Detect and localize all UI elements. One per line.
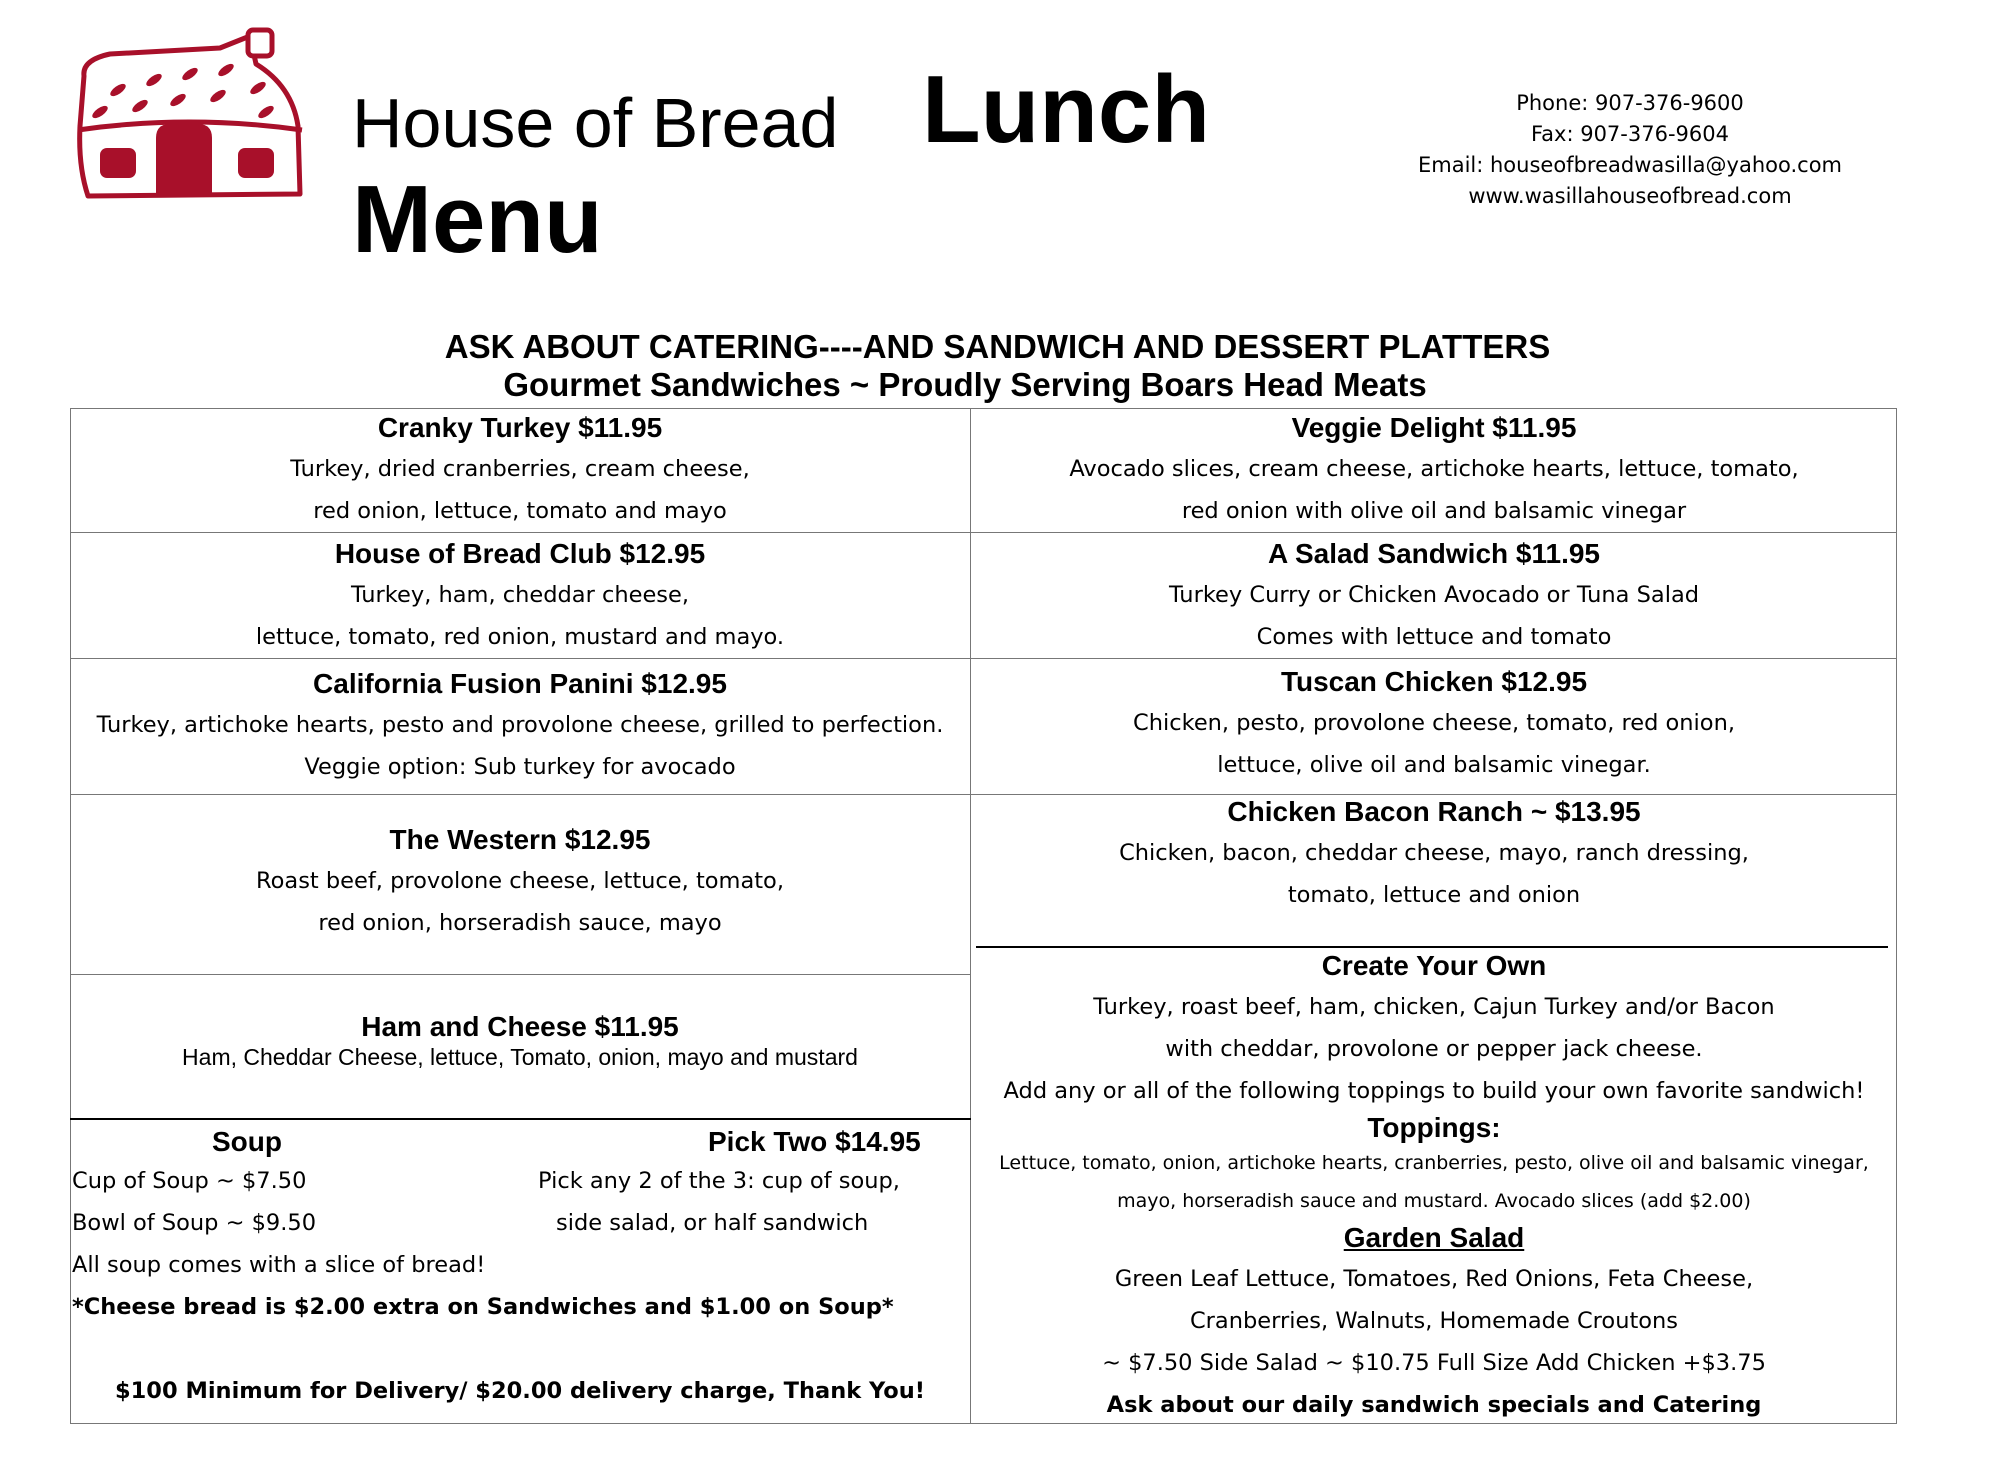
bowl-of-soup-price: Bowl of Soup ~ $9.50 bbox=[72, 1210, 317, 1236]
item-description: Ham, Cheddar Cheese, lettuce, Tomato, onion, mayo and mustard bbox=[182, 1044, 858, 1070]
row-divider bbox=[971, 658, 1897, 659]
catering-banner: ASK ABOUT CATERING----AND SANDWICH AND DESSERT PLATTERS bbox=[444, 328, 1551, 365]
item-description: Turkey, artichoke hearts, pesto and provolone cheese, grilled to perfection. bbox=[96, 712, 944, 738]
delivery-note: $100 Minimum for Delivery/ $20.00 delivery charge, Thank You! bbox=[115, 1378, 925, 1404]
row-divider bbox=[70, 974, 971, 975]
create-your-own-line: Turkey, roast beef, ham, chicken, Cajun Turkey and/or Bacon bbox=[1093, 994, 1775, 1020]
item-description: Avocado slices, cream cheese, artichoke hearts, lettuce, tomato, bbox=[1069, 456, 1799, 482]
website-url: www.wasillahouseofbread.com bbox=[1468, 184, 1792, 208]
item-title: The Western $12.95 bbox=[389, 824, 651, 855]
toppings-list: mayo, horseradish sauce and mustard. Avocado slices (add $2.00) bbox=[1117, 1190, 1751, 1212]
toppings-title: Toppings: bbox=[1367, 1112, 1501, 1143]
toppings-list: Lettuce, tomato, onion, artichoke hearts, cranberries, pesto, olive oil and balsamic vinegar, bbox=[999, 1152, 1869, 1174]
menu-item bbox=[971, 412, 1897, 532]
item-title: Chicken Bacon Ranch ~ $13.95 bbox=[1227, 796, 1641, 827]
cup-of-soup-price: Cup of Soup ~ $7.50 bbox=[72, 1168, 307, 1194]
menu-item bbox=[971, 796, 1897, 916]
menu-item bbox=[70, 824, 970, 944]
pick-two-description: side salad, or half sandwich bbox=[556, 1210, 869, 1236]
item-description: Roast beef, provolone cheese, lettuce, tomato, bbox=[256, 868, 784, 894]
create-your-own-title: Create Your Own bbox=[1321, 950, 1547, 981]
item-description: tomato, lettuce and onion bbox=[1287, 882, 1581, 908]
item-description: red onion, horseradish sauce, mayo bbox=[318, 910, 722, 936]
item-description: Chicken, bacon, cheddar cheese, mayo, ranch dressing, bbox=[1119, 840, 1749, 866]
item-description: Turkey, ham, cheddar cheese, bbox=[350, 582, 690, 608]
pick-two-description: Pick any 2 of the 3: cup of soup, bbox=[538, 1168, 900, 1194]
menu-item bbox=[70, 1011, 970, 1071]
menu-item bbox=[971, 538, 1897, 658]
item-title: Veggie Delight $11.95 bbox=[1291, 412, 1577, 443]
menu-item bbox=[971, 666, 1897, 786]
fax-number: Fax: 907-376-9604 bbox=[1531, 122, 1729, 146]
brand-name: House of Bread bbox=[352, 84, 839, 162]
soup-title: Soup bbox=[212, 1126, 282, 1157]
cheese-bread-note: *Cheese bread is $2.00 extra on Sandwiches and $1.00 on Soup* bbox=[72, 1294, 894, 1320]
garden-salad-section bbox=[971, 1222, 1897, 1426]
create-your-own-section bbox=[971, 950, 1897, 1220]
row-divider bbox=[70, 658, 971, 659]
create-your-own-line: Add any or all of the following toppings to build your own favorite sandwich! bbox=[1003, 1078, 1865, 1104]
garden-salad-line: Cranberries, Walnuts, Homemade Croutons bbox=[1189, 1308, 1679, 1334]
item-title: Cranky Turkey $11.95 bbox=[377, 412, 663, 443]
house-of-bread-logo-icon bbox=[70, 26, 306, 210]
row-divider bbox=[976, 946, 1888, 948]
menu-item bbox=[70, 668, 970, 788]
contact-info bbox=[1410, 88, 1850, 212]
item-description: Veggie option: Sub turkey for avocado bbox=[304, 754, 736, 780]
garden-salad-line: Green Leaf Lettuce, Tomatoes, Red Onions, Feta Cheese, bbox=[1114, 1266, 1754, 1292]
item-description: Turkey Curry or Chicken Avocado or Tuna Salad bbox=[1168, 582, 1700, 608]
item-title: Tuscan Chicken $12.95 bbox=[1280, 666, 1588, 697]
title-menu: Menu bbox=[352, 166, 603, 273]
row-divider bbox=[70, 1118, 971, 1120]
create-your-own-line: with cheddar, provolone or pepper jack cheese. bbox=[1165, 1036, 1703, 1062]
soup-note: All soup comes with a slice of bread! bbox=[72, 1252, 486, 1278]
item-title: Ham and Cheese $11.95 bbox=[361, 1011, 679, 1042]
title-lunch: Lunch bbox=[922, 56, 1210, 163]
pick-two-title: Pick Two $14.95 bbox=[708, 1126, 921, 1157]
email-address: Email: houseofbreadwasilla@yahoo.com bbox=[1417, 153, 1843, 177]
item-description: lettuce, tomato, red onion, mustard and mayo. bbox=[255, 624, 785, 650]
item-description: Turkey, dried cranberries, cream cheese, bbox=[290, 456, 750, 482]
item-description: lettuce, olive oil and balsamic vinegar. bbox=[1217, 752, 1651, 778]
item-description: Chicken, pesto, provolone cheese, tomato, red onion, bbox=[1133, 710, 1735, 736]
item-title: California Fusion Panini $12.95 bbox=[313, 668, 727, 699]
row-divider bbox=[971, 794, 1897, 795]
item-description: red onion with olive oil and balsamic vinegar bbox=[1181, 498, 1687, 524]
gourmet-banner: Gourmet Sandwiches ~ Proudly Serving Boars Head Meats bbox=[503, 366, 1427, 403]
item-description: red onion, lettuce, tomato and mayo bbox=[313, 498, 727, 524]
row-divider bbox=[70, 794, 971, 795]
phone-number: Phone: 907-376-9600 bbox=[1516, 91, 1744, 115]
item-title: A Salad Sandwich $11.95 bbox=[1267, 538, 1600, 569]
item-description: Comes with lettuce and tomato bbox=[1256, 624, 1612, 650]
garden-salad-title: Garden Salad bbox=[1343, 1222, 1525, 1253]
garden-salad-prices: ~ $7.50 Side Salad ~ $10.75 Full Size Add Chicken +$3.75 bbox=[1102, 1350, 1766, 1376]
menu-item bbox=[70, 538, 970, 658]
daily-specials-note: Ask about our daily sandwich specials and Catering bbox=[1106, 1392, 1762, 1418]
row-divider bbox=[70, 532, 971, 533]
row-divider bbox=[971, 532, 1897, 533]
menu-title bbox=[352, 56, 1302, 273]
menu-item bbox=[70, 412, 970, 532]
item-title: House of Bread Club $12.95 bbox=[334, 538, 706, 569]
